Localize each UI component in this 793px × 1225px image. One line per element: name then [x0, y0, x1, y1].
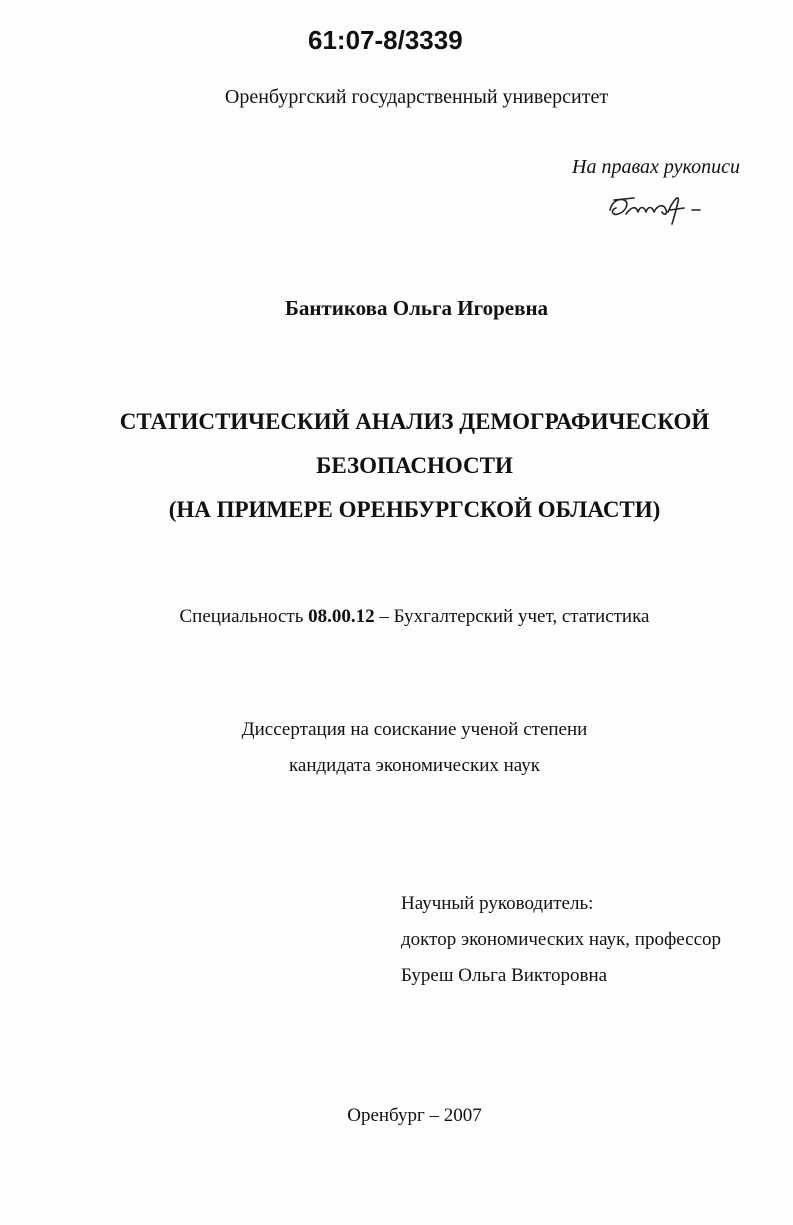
university-name: Оренбургский государственный университет	[224, 86, 609, 108]
title-line-3: (НА ПРИМЕРЕ ОРЕНБУРГСКОЙ ОБЛАСТИ)	[168, 497, 661, 522]
scientific-advisor	[401, 886, 721, 994]
advisor-name: Буреш Ольга Викторовна	[401, 965, 608, 986]
degree-statement	[0, 712, 793, 784]
rights-note: На правах рукописи	[572, 156, 740, 178]
catalog-number: 61:07-8/3339	[308, 25, 463, 55]
handwritten-signature-icon	[604, 188, 714, 228]
advisor-rank: доктор экономических наук, профессор	[401, 929, 722, 950]
title-line-1: СТАТИСТИЧЕСКИЙ АНАЛИЗ ДЕМОГРАФИЧЕСКОЙ	[119, 409, 710, 434]
specialty-prefix: Специальность	[179, 606, 309, 627]
title-line-2: БЕЗОПАСНОСТИ	[316, 453, 513, 478]
specialty-code: 08.00.12	[308, 606, 375, 627]
city-year: Оренбург – 2007	[347, 1105, 482, 1126]
degree-line-1: Диссертация на соискание ученой степени	[241, 719, 588, 740]
specialty-suffix: – Бухгалтерский учет, статистика	[374, 606, 650, 627]
advisor-label: Научный руководитель:	[401, 893, 594, 914]
author-name: Бантикова Ольга Игоревна	[284, 296, 549, 320]
dissertation-title	[0, 400, 793, 532]
degree-line-2: кандидата экономических наук	[288, 755, 541, 776]
specialty	[0, 606, 793, 628]
